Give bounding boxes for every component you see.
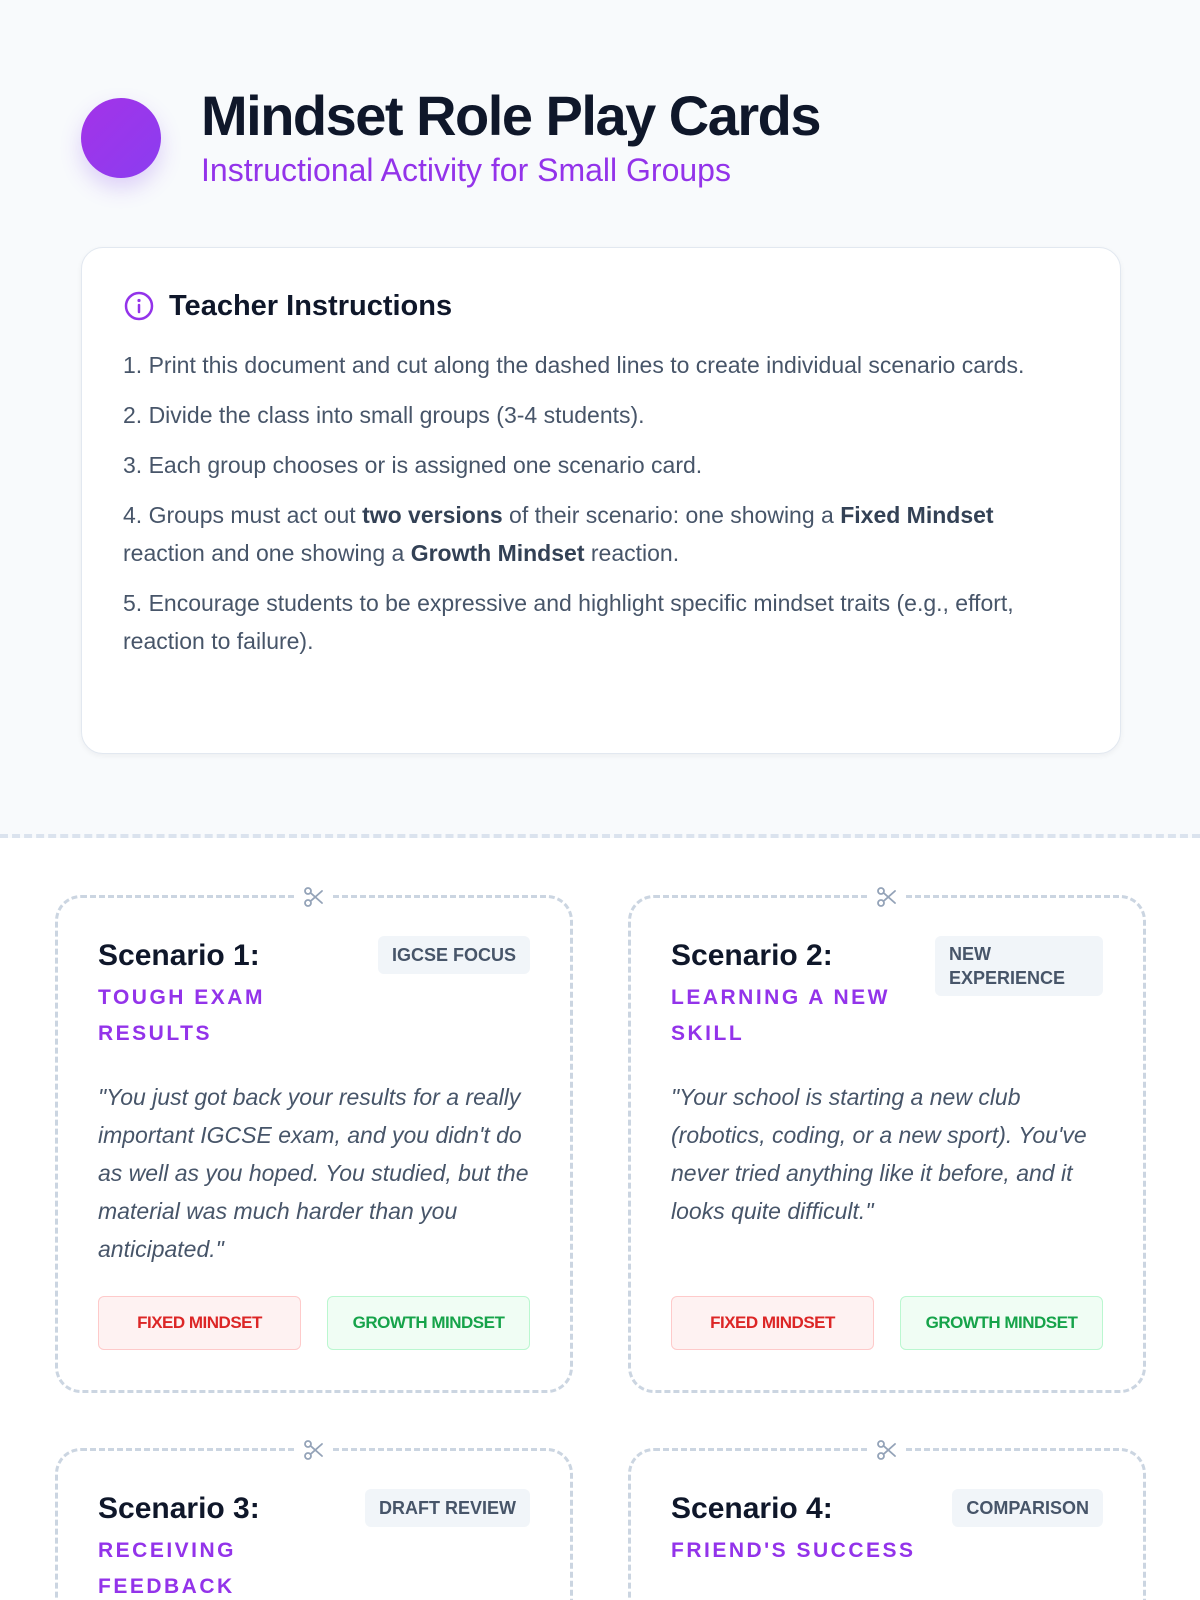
page-title: Mindset Role Play Cards bbox=[201, 84, 821, 147]
instructions-title: Teacher Instructions bbox=[169, 289, 453, 322]
instruction-text: reaction and one showing a bbox=[123, 540, 411, 566]
scenario-badge: DRAFT REVIEW bbox=[365, 1489, 530, 1527]
mindset-buttons bbox=[671, 1296, 1103, 1350]
page-subtitle: Instructional Activity for Small Groups bbox=[201, 152, 731, 188]
scissors-icon bbox=[297, 1436, 331, 1464]
instructions-heading bbox=[123, 286, 1080, 326]
instruction-text: reaction. bbox=[584, 540, 680, 566]
instruction-text: 4. Groups must act out bbox=[123, 502, 363, 528]
growth-mindset-button[interactable]: GROWTH MINDSET bbox=[327, 1296, 530, 1350]
instruction-item bbox=[123, 496, 1080, 572]
scenario-card-2 bbox=[628, 895, 1146, 1393]
instruction-emphasis: two versions bbox=[362, 502, 503, 528]
scenario-cards-area bbox=[0, 838, 1200, 1600]
scenario-number: Scenario 2: bbox=[671, 939, 833, 972]
fixed-mindset-button[interactable]: FIXED MINDSET bbox=[98, 1296, 301, 1350]
scenario-topic: TOUGH EXAM RESULTS bbox=[98, 986, 265, 1045]
instruction-emphasis: Fixed Mindset bbox=[840, 502, 994, 528]
scenario-card-4 bbox=[628, 1448, 1146, 1600]
scenario-quote: "Your school is starting a new club (robotics, coding, or a new sport). You've never tried anything like it before, and it looks quite difficult." bbox=[671, 1084, 1087, 1224]
scenario-badge: COMPARISON bbox=[952, 1489, 1103, 1527]
logo-circle bbox=[81, 98, 161, 178]
instruction-item: 2. Divide the class into small groups (3-4 students). bbox=[123, 402, 645, 428]
fixed-mindset-button[interactable]: FIXED MINDSET bbox=[671, 1296, 874, 1350]
instructions-list bbox=[123, 346, 1080, 660]
scenario-badge: NEW EXPERIENCE bbox=[935, 936, 1103, 996]
scissors-icon bbox=[870, 1436, 904, 1464]
info-circle-icon bbox=[123, 290, 155, 322]
instruction-emphasis: Growth Mindset bbox=[410, 540, 585, 566]
instruction-text: of their scenario: one showing a bbox=[502, 502, 841, 528]
scenario-quote: "You just got back your results for a really important IGCSE exam, and you didn't do as well as you hoped. You studied, but the material was much harder than you anticipated." bbox=[98, 1084, 529, 1262]
instruction-item: 1. Print this document and cut along the dashed lines to create individual scenario cards. bbox=[123, 352, 1025, 378]
page-header bbox=[81, 84, 1121, 194]
instruction-item: 3. Each group chooses or is assigned one scenario card. bbox=[123, 452, 703, 478]
instruction-item: 5. Encourage students to be expressive and highlight specific mindset traits (e.g., effort, reaction to failure). bbox=[123, 590, 1014, 654]
scenario-badge: IGCSE FOCUS bbox=[378, 936, 530, 974]
scenario-card-3 bbox=[55, 1448, 573, 1600]
scenario-number: Scenario 3: bbox=[98, 1492, 260, 1525]
scenario-topic: FRIEND'S SUCCESS bbox=[671, 1539, 916, 1562]
scenario-topic: LEARNING A NEW SKILL bbox=[671, 986, 890, 1045]
scenario-card-1 bbox=[55, 895, 573, 1393]
scenario-topic: RECEIVING FEEDBACK bbox=[98, 1539, 237, 1598]
scenario-number: Scenario 4: bbox=[671, 1492, 833, 1525]
mindset-buttons bbox=[98, 1296, 530, 1350]
teacher-instructions-panel bbox=[81, 247, 1121, 754]
scenario-number: Scenario 1: bbox=[98, 939, 260, 972]
scissors-icon bbox=[870, 883, 904, 911]
growth-mindset-button[interactable]: GROWTH MINDSET bbox=[900, 1296, 1103, 1350]
scissors-icon bbox=[297, 883, 331, 911]
